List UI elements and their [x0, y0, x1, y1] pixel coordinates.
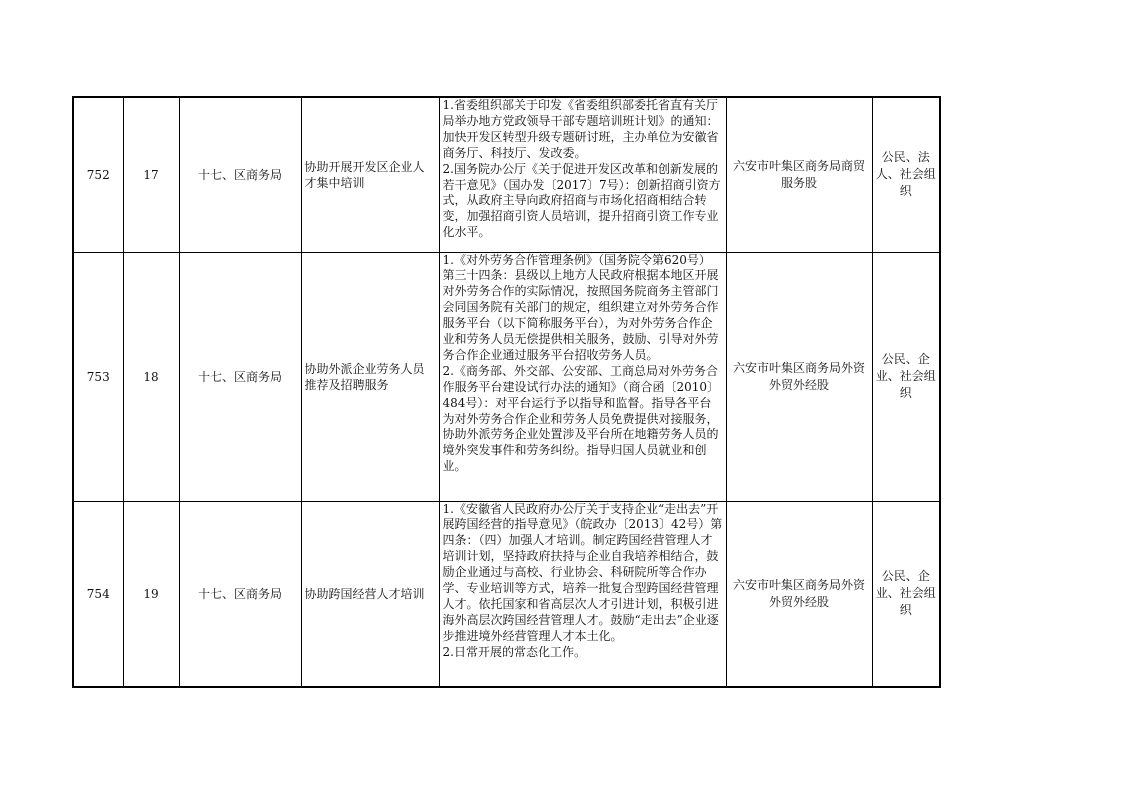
sub-seq-cell: 17 — [123, 97, 179, 252]
seq-cell: 752 — [73, 97, 123, 252]
basis-clause: 1.省委组织部关于印发《省委组织部委托省直有关厅局举办地方党政领导干部专题培训班计划》的通知：加快开发区转型升级专题研讨班，主办单位为安徽省商务厅、科技厅、发改委。 — [442, 98, 719, 160]
seq-cell: 753 — [73, 252, 123, 501]
basis-cell — [439, 501, 726, 687]
seq-cell: 754 — [73, 501, 123, 687]
sub-seq-cell: 19 — [123, 501, 179, 687]
responsible-unit-cell: 六安市叶集区商务局外资外贸外经股 — [726, 252, 872, 501]
service-target-cell: 公民、企业、社会组织 — [872, 252, 940, 501]
department-cell: 十七、区商务局 — [179, 97, 301, 252]
table-row — [73, 97, 940, 252]
service-target-cell: 公民、企业、社会组织 — [872, 501, 940, 687]
basis-clause: 2.《商务部、外交部、公安部、工商总局对外劳务合作服务平台建设试行办法的通知》（商合函〔2010〕484号）：对平台运行予以指导和监督。指导各平台为对外劳务合作企业和劳务人员免费提供对接服务，协助外派劳务企业处置涉及平台所在地籍劳务人员的境外突发事件和劳务纠纷。指导归国人员就业和创业。 — [442, 363, 720, 474]
item-name-cell: 协助开展开发区企业人才集中培训 — [301, 97, 439, 252]
basis-clause: 1.《安徽省人民政府办公厅关于支持企业“走出去”开展跨国经营的指导意见》（皖政办〔2013〕42号）第四条：（四）加强人才培训。制定跨国经营管理人才培训计划，坚持政府扶持与企业自我培养相结合，鼓励企业通过与高校、行业协会、科研院所等合作办学、专业培训等方式，培养一批复合型跨国经营管理人才。依托国家和省高层次人才引进计划，积极引进海外高层次跨国经营管理人才。鼓励“走出去”企业逐步推进境外经营管理人才本土化。 — [442, 501, 723, 643]
responsible-unit-cell: 六安市叶集区商务局商贸服务股 — [726, 97, 872, 252]
basis-clause: 2.国务院办公厅《关于促进开发区改革和创新发展的若干意见》（国办发〔2017〕7号）：创新招商引资方式，从政府主导向政府招商与市场化招商相结合转变，加强招商引资人员培训，提升招商引资工作专业化水平。 — [442, 161, 721, 240]
department-cell: 十七、区商务局 — [179, 501, 301, 687]
table-row — [73, 501, 940, 687]
department-cell: 十七、区商务局 — [179, 252, 301, 501]
item-name-cell: 协助跨国经营人才培训 — [301, 501, 439, 687]
table-row — [73, 252, 940, 501]
sub-seq-cell: 18 — [123, 252, 179, 501]
responsible-unit-cell: 六安市叶集区商务局外资外贸外经股 — [726, 501, 872, 687]
basis-clause: 2.日常开展的常态化工作。 — [442, 644, 586, 659]
service-target-cell: 公民、法人、社会组织 — [872, 97, 940, 252]
basis-cell — [439, 252, 726, 501]
basis-clause: 1.《对外劳务合作管理条例》（国务院令第620号）第三十四条：县级以上地方人民政府根据本地区开展对外劳务合作的实际情况，按照国务院商务主管部门会同国务院有关部门的规定，组织建立对外劳务合作服务平台（以下简称服务平台），为对外劳务合作企业和劳务人员无偿提供相关服务，鼓励、引导对外劳务合作企业通过服务平台招收劳务人员。 — [442, 252, 719, 362]
service-items-table — [72, 96, 941, 688]
item-name-cell: 协助外派企业劳务人员推荐及招聘服务 — [301, 252, 439, 501]
basis-cell — [439, 97, 726, 252]
